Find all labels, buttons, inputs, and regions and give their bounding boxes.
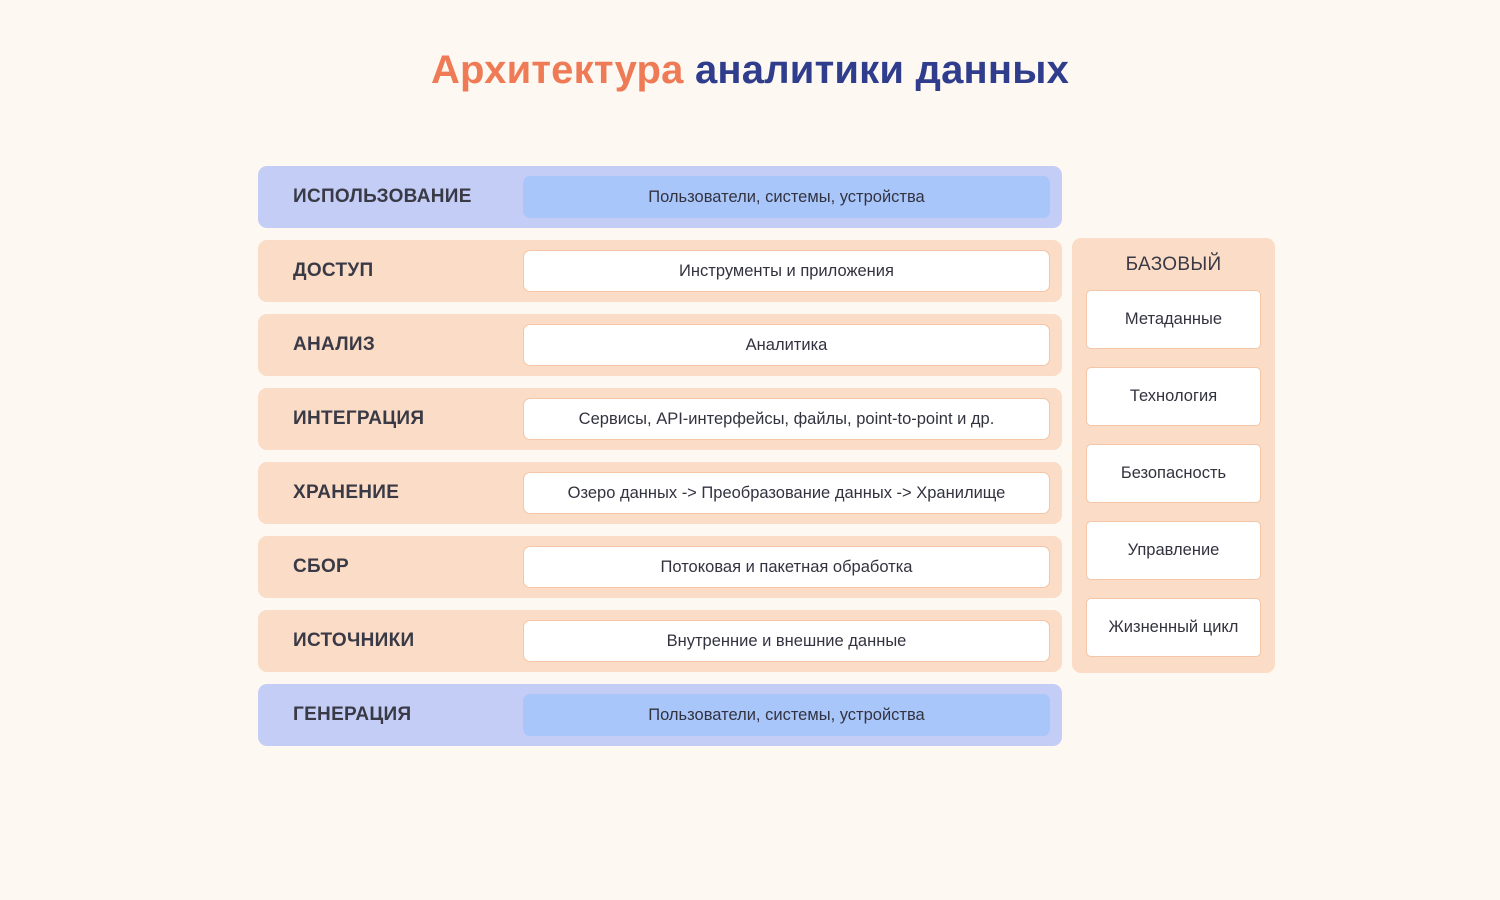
layer-label-analysis: АНАЛИЗ [293,334,376,355]
layer-label-sources: ИСТОЧНИКИ [293,630,415,651]
layer-row-generation [258,684,1062,746]
foundational-panel-title: БАЗОВЫЙ [1125,254,1222,275]
layer-row-sources [258,610,1062,672]
layer-value-analysis: Аналитика [523,324,1050,366]
foundational-item-lifecycle: Жизненный цикл [1086,598,1261,657]
layer-label-generation: ГЕНЕРАЦИЯ [293,704,412,725]
layer-value-sources: Внутренние и внешние данные [523,620,1050,662]
layer-label-integration: ИНТЕГРАЦИЯ [293,408,425,429]
page-title-accent: Архитектура [430,48,684,92]
architecture-stack [258,166,1062,758]
layer-row-analysis [258,314,1062,376]
foundational-item-management: Управление [1086,521,1261,580]
page-title [0,48,1500,93]
foundational-item-metadata: Метаданные [1086,290,1261,349]
layer-row-access [258,240,1062,302]
layer-value-storage: Озеро данных -> Преобразование данных -> Хранилище [523,472,1050,514]
foundational-item-security: Безопасность [1086,444,1261,503]
layer-value-integration: Сервисы, API-интерфейсы, файлы, point-to-point и др. [523,398,1050,440]
foundational-item-technology: Технология [1086,367,1261,426]
layer-row-usage [258,166,1062,228]
layer-label-access: ДОСТУП [293,260,374,281]
layer-value-access: Инструменты и приложения [523,250,1050,292]
layer-value-usage: Пользователи, системы, устройства [523,176,1050,218]
layer-label-usage: ИСПОЛЬЗОВАНИЕ [293,186,472,207]
layer-row-storage [258,462,1062,524]
layer-row-integration [258,388,1062,450]
foundational-panel [1072,238,1275,673]
layer-value-generation: Пользователи, системы, устройства [523,694,1050,736]
page-title-main: аналитики данных [694,48,1070,92]
layer-label-storage: ХРАНЕНИЕ [293,482,400,503]
layer-label-collection: СБОР [293,556,350,577]
layer-value-collection: Потоковая и пакетная обработка [523,546,1050,588]
layer-row-collection [258,536,1062,598]
